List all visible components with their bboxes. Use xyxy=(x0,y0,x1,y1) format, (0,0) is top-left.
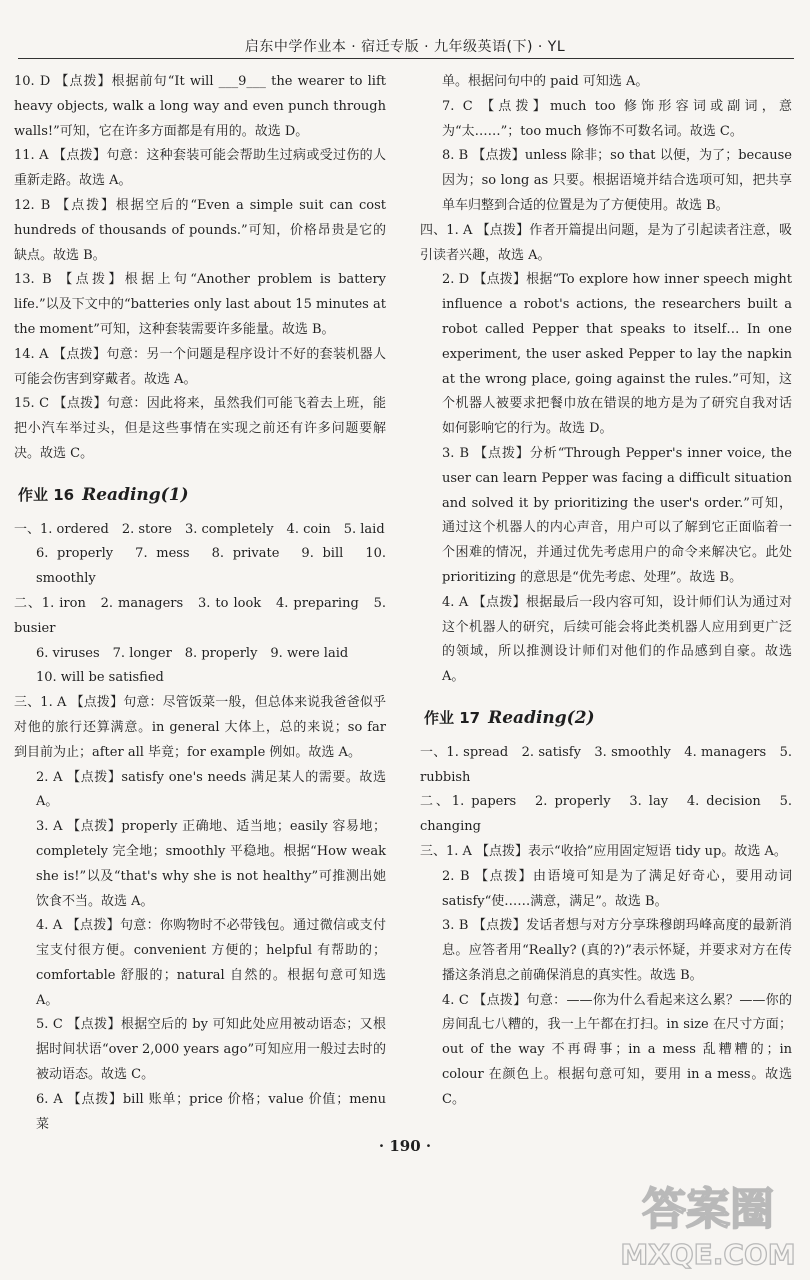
section-heading xyxy=(18,483,386,508)
answer-item: 二、1. iron 2. managers 3. to look 4. preparing 5. busier xyxy=(14,595,386,636)
answer-item: 14. A 【点拨】句意：另一个问题是程序设计不好的套装机器人可能会伤害到穿戴者。故选 A。 xyxy=(14,346,386,387)
watermark-logo xyxy=(620,1174,796,1272)
watermark-logo-domain: MXQE.COM xyxy=(620,1238,796,1271)
header-rule xyxy=(18,58,794,59)
watermark-logo-title: 答案圈 xyxy=(642,1184,774,1235)
section-heading xyxy=(424,706,792,731)
answer-item: 15. C 【点拨】句意：因此将来，虽然我们可能飞着去上班，能把小汽车举过头，但是这些事情在实现之前还有许多问题要解决。故选 C。 xyxy=(14,396,386,461)
answer-item: 6. A 【点拨】bill 账单；price 价格；value 价值；menu 菜 xyxy=(36,1091,386,1132)
answer-item: 11. A 【点拨】句意：这种套装可能会帮助生过病或受过伤的人重新走路。故选 A。 xyxy=(14,148,386,189)
answer-item: 四、1. A 【点拨】作者开篇提出问题，是为了引起读者注意，吸引读者兴趣，故选 A。 xyxy=(420,222,792,263)
answer-item: 12. B 【点拨】根据空后的“Even a simple suit can cost hundreds of thousands of pounds.”可知，价格昂贵是它的缺点。故选 B。 xyxy=(14,197,386,263)
answer-item: 4. C 【点拨】句意：——你为什么看起来这么累？——你的房间乱七八糟的，我一上午都在打扫。in size 在尺寸方面；out of the way 不再碍事；in a mess 乱糟糟的；in colour 在颜色上。根据句意可知，要用 in a mess。故选 C。 xyxy=(442,992,792,1107)
answer-item: 8. B 【点拨】unless 除非；so that 以便，为了；because 因为；so long as 只要。根据语境并结合选项可知，把共享单车归整到合适的位置是为了方便使用。故选 B。 xyxy=(442,148,792,213)
answer-item: 二、1. papers 2. properly 3. lay 4. decision 5. changing xyxy=(420,794,792,835)
answer-item: 三、1. A 【点拨】表示“收拾”应用固定短语 tidy up。故选 A。 xyxy=(420,843,787,859)
answer-item: 单。根据问句中的 paid 可知选 A。 xyxy=(442,74,649,89)
answer-item: 一、1. ordered 2. store 3. completely 4. coin 5. laid xyxy=(14,521,385,537)
answer-item: 三、1. A 【点拨】句意：尽管饭菜一般，但总体来说我爸爸似乎对他的旅行还算满意。in general 大体上，总的来说；so far 到目前为止；after all 毕竟；for example 例如。故选 A。 xyxy=(14,695,386,760)
answer-item: 7. C 【点拨】much too 修饰形容词或副词，意为“太……”；too much 修饰不可数名词。故选 C。 xyxy=(442,98,792,139)
running-header: 启东中学作业本 · 宿迁专版 · 九年级英语(下) · YL xyxy=(244,39,566,55)
page-number: · 190 · xyxy=(378,1137,432,1155)
answer-item: 6. properly 7. mess 8. private 9. bill 10. smoothly xyxy=(36,546,386,587)
answer-item: 5. C 【点拨】根据空后的 by 可知此处应用被动语态；又根据时间状语“over 2,000 years ago”可知应用一般过去时的被动语态。故选 C。 xyxy=(36,1017,386,1083)
left-answer-column xyxy=(14,70,386,1137)
answer-item: 一、1. spread 2. satisfy 3. smoothly 4. managers 5. rubbish xyxy=(420,744,792,785)
answer-item: 13. B 【点拨】根据上句“Another problem is battery life.”以及下文中的“batteries only last about 15 minutes at the moment”可知，这种套装需要许多能量。故选 B。 xyxy=(14,272,386,337)
section-label: 作业 17 xyxy=(424,708,481,727)
section-title: Reading(2) xyxy=(488,707,595,728)
answer-item: 2. A 【点拨】satisfy one's needs 满足某人的需要。故选 A。 xyxy=(36,769,386,810)
right-answer-column xyxy=(420,70,792,1113)
answer-item: 4. A 【点拨】根据最后一段内容可知，设计师们认为通过对这个机器人的研究，后续可能会将此类机器人应用到更广泛的领域，所以推测设计师们对他们的作品感到自豪。故选 A。 xyxy=(442,594,792,685)
answer-item: 6. viruses 7. longer 8. properly 9. were laid xyxy=(36,645,349,661)
answer-item: 3. B 【点拨】发话者想与对方分享珠穆朗玛峰高度的最新消息。应答者用“Really? (真的?)”表示怀疑，并要求对方在传播这条消息之前确保消息的真实性。故选 B。 xyxy=(442,918,792,983)
answer-item: 10. will be satisfied xyxy=(36,670,164,686)
answer-item: 2. D 【点拨】根据“To explore how inner speech might influence a robot's actions, the researchers built a robot called Pepper that speaks to itself… In one experiment, the user asked Pepper to lay the napkin at the wrong place, going against the rules.”可知，这个机器人被要求把餐巾放在错误的地方是为了研究自我对话如何影响它的行为。故选 D。 xyxy=(442,272,792,437)
answer-item: 2. B 【点拨】由语境可知是为了满足好奇心，要用动词 satisfy“使……满意，满足”。故选 B。 xyxy=(442,868,792,909)
answer-item: 3. B 【点拨】分析“Through Pepper's inner voice, the user can learn Pepper was facing a difficult situation and solved it by prioritizing the user's order.”可知，通过这个机器人的内心声音，用户可以了解到它正面临着一个困难的情况，并通过优先考虑用户的命令来解决它。此处 prioritizing 的意思是“优先考虑、处理”。故选 B。 xyxy=(442,445,792,585)
answer-item: 3. A 【点拨】properly 正确地、适当地；easily 容易地；completely 完全地；smoothly 平稳地。根据“How weak she is!”以及“that's why she is not healthy”可推测出她饮食不当。故选 A。 xyxy=(36,819,386,909)
section-label: 作业 16 xyxy=(18,485,75,504)
answer-item: 4. A 【点拨】句意：你购物时不必带钱包。通过微信或支付宝支付很方便。convenient 方便的；helpful 有帮助的；comfortable 舒服的；natural 自然的。根据句意可知选 A。 xyxy=(36,918,386,1008)
section-title: Reading(1) xyxy=(82,484,189,505)
answer-item: 10. D 【点拨】根据前句“It will ___9___ the wearer to lift heavy objects, walk a long way and even punch through walls!”可知，它在许多方面都是有用的。故选 D。 xyxy=(14,74,386,139)
